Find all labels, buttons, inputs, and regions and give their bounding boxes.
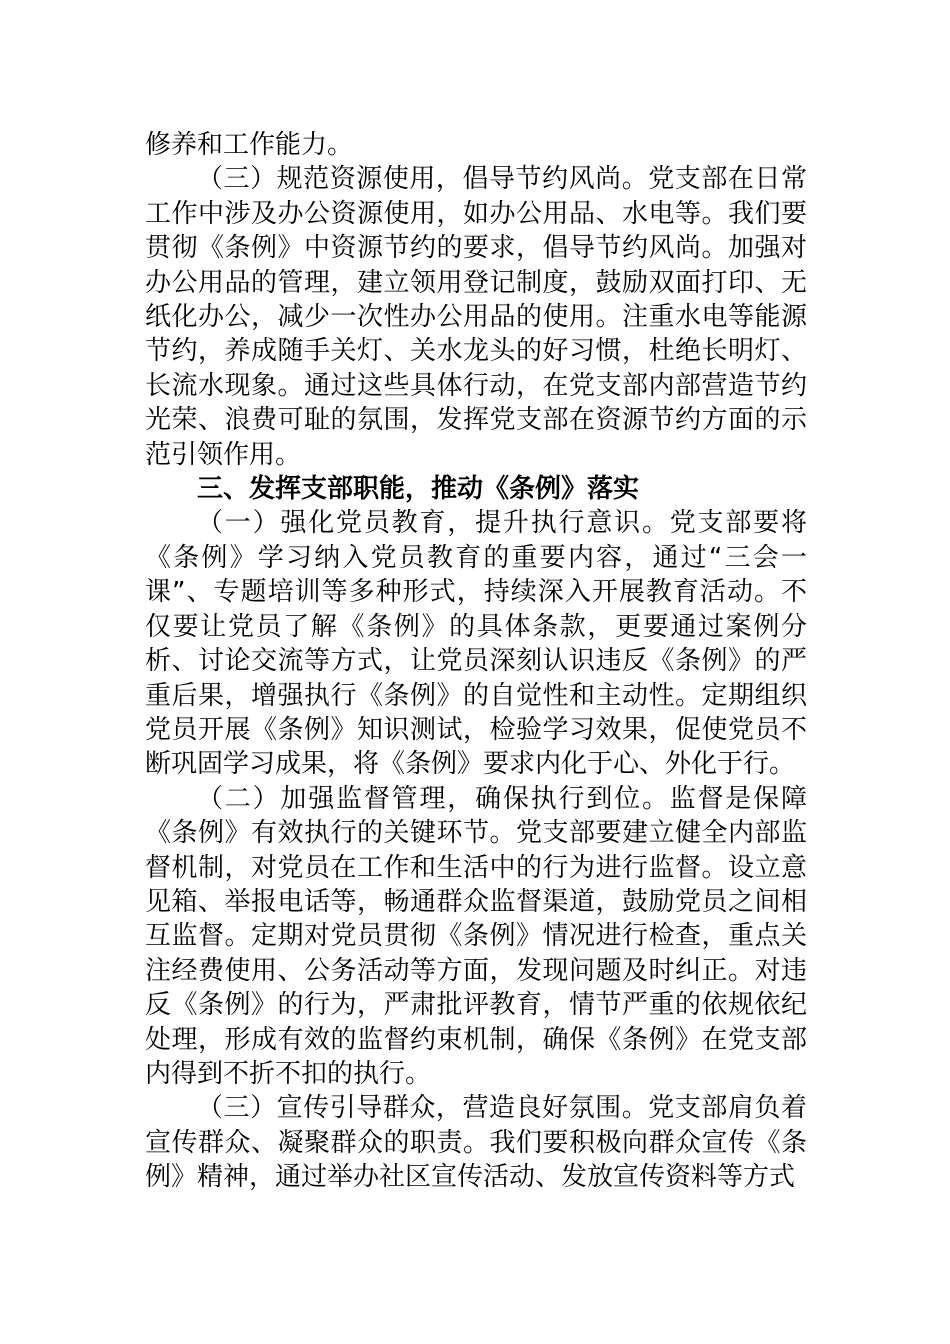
paragraph-supervision: （二）加强监督管理，确保执行到位。监督是保障《条例》有效执行的关键环节。党支部要建立健全内部监督机制，对党员在工作和生活中的行为进行监督。设立意见箱、举报电话等，畅通群众监督渠道，鼓励党员之间相互监督。定期对党员贯彻《条例》情况进行检查，重点关注经费使用、公务活动等方面，发现问题及时纠正。对违反《条例》的行为，严肃批评教育，情节严重的依规依纪处理，形成有效的监督约束机制，确保《条例》在党支部内得到不折不扣的执行。 <box>145 783 807 1089</box>
section-heading: 三、发挥支部职能，推动《条例》落实 <box>197 474 640 505</box>
paragraph-party-education: （一）强化党员教育，提升执行意识。党支部要将《条例》学习纳入党员教育的重要内容，通过“三会一课”、专题培训等多种形式，持续深入开展教育活动。不仅要让党员了解《条例》的具体条款，更要通过案例分析、讨论交流等方式，让党员深刻认识违反《条例》的严重后果，增强执行《条例》的自觉性和主动性。定期组织党员开展《条例》知识测试，检验学习效果，促使党员不断巩固学习成果，将《条例》要求内化于心、外化于行。 <box>145 508 807 780</box>
paragraph-continuation: 修养和工作能力。 <box>145 130 354 160</box>
document-body <box>145 128 807 1195</box>
paragraph-resource-use: （三）规范资源使用，倡导节约风尚。党支部在日常工作中涉及办公资源使用，如办公用品、水电等。我们要贯彻《条例》中资源节约的要求，倡导节约风尚。加强对办公用品的管理，建立领用登记制度，鼓励双面打印、无纸化办公，减少一次性办公用品的使用。注重水电等能源节约，养成随手关灯、关水龙头的好习惯，杜绝长明灯、长流水现象。通过这些具体行动，在党支部内部营造节约光荣、浪费可耻的氛围，发挥党支部在资源节约方面的示范引领作用。 <box>145 164 807 470</box>
paragraph-publicity: （三）宣传引导群众，营造良好氛围。党支部肩负着宣传群众、凝聚群众的职责。我们要积极向群众宣传《条例》精神，通过举办社区宣传活动、发放宣传资料等方式 <box>145 1093 807 1193</box>
